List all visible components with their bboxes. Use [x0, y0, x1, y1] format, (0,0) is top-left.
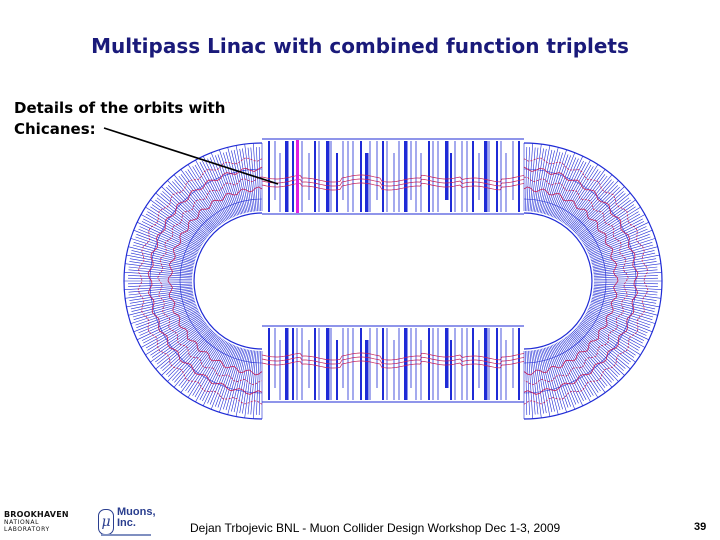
bottom-quad-magnet: [404, 328, 408, 400]
top-quad-magnet: [496, 141, 498, 212]
top-quad-magnet: [365, 153, 369, 212]
muons-inc-logo: [98, 507, 158, 539]
arc-magnets-and-orbits: [124, 143, 662, 419]
chicane-magnet-marker: [296, 140, 299, 213]
muons-inc-name: [117, 507, 156, 529]
page-number: 39: [694, 521, 707, 533]
brookhaven-logo: [4, 510, 78, 533]
top-quad-magnet: [285, 141, 289, 212]
bottom-quad-magnet: [518, 328, 520, 400]
bottom-quad-magnet: [360, 328, 362, 400]
top-drift-elements: [275, 141, 513, 212]
left-arc-magnets: [124, 143, 262, 419]
bottom-quad-magnet: [450, 340, 452, 400]
bottom-quad-magnet: [314, 328, 316, 400]
top-quad-magnet: [484, 141, 488, 212]
bottom-quad-magnet: [336, 340, 338, 400]
muon-symbol-icon: μ: [98, 509, 114, 535]
bottom-quad-magnet: [484, 328, 488, 400]
muons-name-line1: Muons,: [117, 506, 156, 518]
top-quad-magnet: [314, 141, 316, 212]
bottom-quad-magnet: [365, 340, 369, 400]
top-quad-magnet: [382, 141, 384, 212]
bottom-quad-magnet: [445, 328, 449, 388]
linac-straight-sections: [262, 139, 524, 402]
brookhaven-logo-name: BROOKHAVEN: [4, 510, 69, 519]
muons-logo-underline: [101, 534, 151, 536]
top-quad-magnet: [360, 141, 362, 212]
chicane-callout-text: Details of the orbits with Chicanes:: [14, 99, 226, 138]
top-quad-magnet: [268, 141, 270, 212]
brookhaven-logo-subtitle: NATIONAL LABORATORY: [4, 519, 50, 533]
bottom-quad-magnet: [428, 328, 430, 400]
top-quad-magnet: [336, 153, 338, 212]
top-quad-magnet: [472, 141, 474, 212]
top-quad-magnet: [445, 141, 449, 200]
top-quad-magnet: [404, 141, 408, 212]
slide-title: Multipass Linac with combined function triplets: [91, 34, 629, 58]
right-arc-magnets: [524, 143, 662, 419]
top-quad-magnet: [326, 141, 330, 212]
muons-name-line2: Inc.: [117, 517, 136, 529]
bottom-quad-magnet: [292, 328, 294, 400]
footer-presenter-text: Dejan Trbojevic BNL - Muon Collider Design Workshop Dec 1-3, 2009: [190, 521, 561, 535]
